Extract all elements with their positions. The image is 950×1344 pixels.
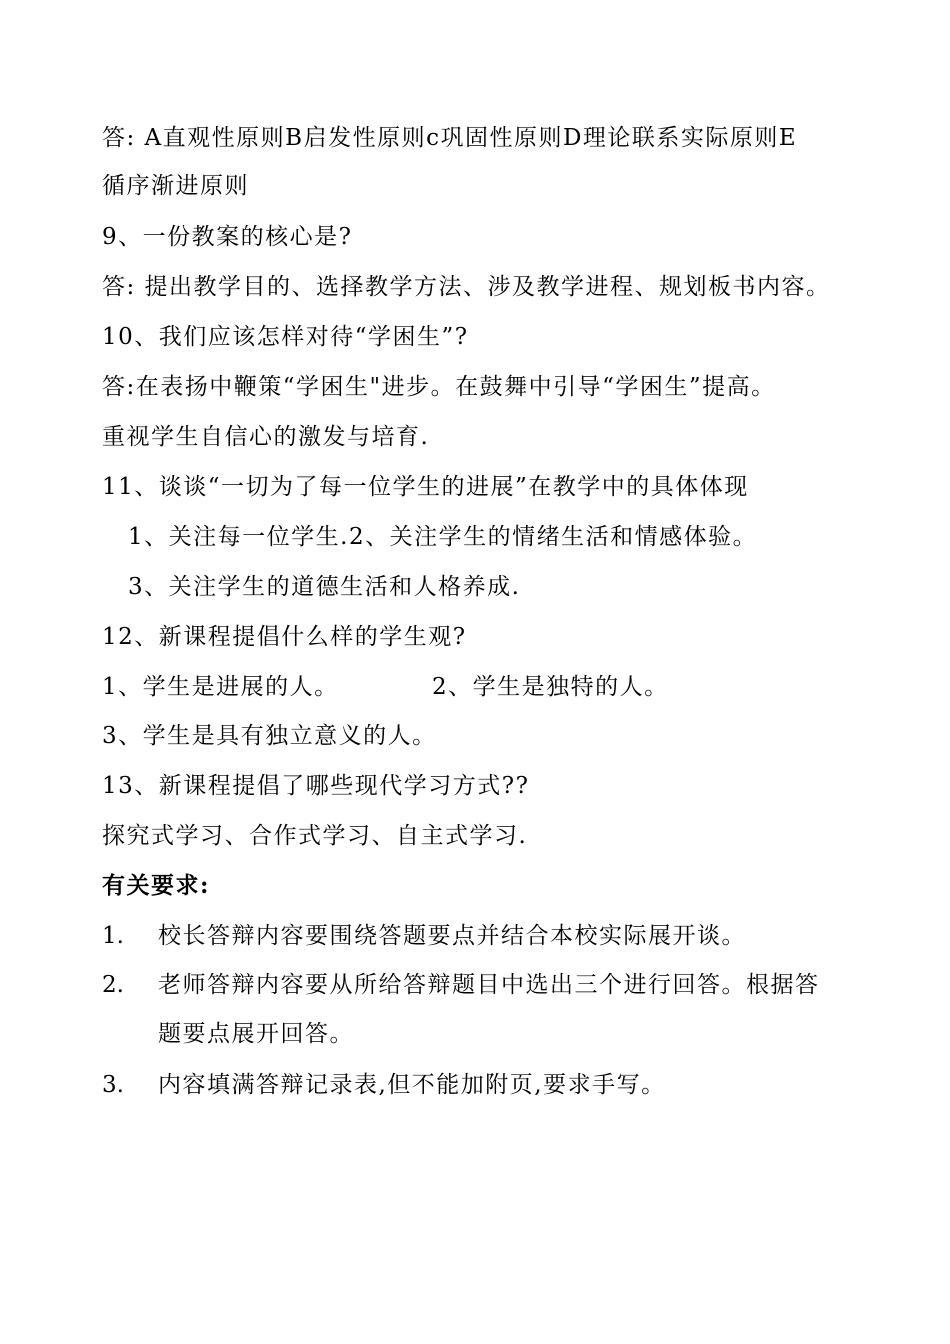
- answer-10-line-2: 重视学生自信心的激发与培育.: [102, 424, 430, 450]
- requirement-1-number: 1.: [102, 923, 124, 949]
- answer-8-line-2: 循序渐进原则: [102, 173, 249, 199]
- requirement-3-number: 3.: [102, 1072, 124, 1098]
- requirement-2-number: 2.: [102, 972, 124, 998]
- answer-12-item-2: 2、学生是独特的人。: [432, 674, 669, 700]
- requirement-2-text-line-2: 题要点展开回答。: [158, 1021, 354, 1047]
- answer-12-item-1: 1、学生是进展的人。: [102, 674, 339, 700]
- question-11: 11、谈谈“一切为了每一位学生的进展”在教学中的具体体现: [102, 474, 749, 500]
- answer-13: 探究式学习、合作式学习、自主式学习.: [102, 823, 528, 849]
- question-12: 12、新课程提倡什么样的学生观?: [102, 624, 467, 650]
- requirement-3-text: 内容填满答辩记录表,但不能加附页,要求手写。: [158, 1072, 666, 1098]
- answer-8-line-1: 答: A直观性原则B启发性原则c巩固性原则D理论联系实际原则E: [102, 125, 798, 151]
- answer-10-line-1: 答:在表扬中鞭策“学困生"进步。在鼓舞中引导“学困生”提高。: [102, 374, 776, 400]
- answer-12-item-3: 3、学生是具有独立意义的人。: [102, 723, 437, 749]
- requirement-2-text-line-1: 老师答辩内容要从所给答辩题目中选出三个进行回答。根据答: [158, 972, 820, 998]
- requirement-1-text: 校长答辩内容要围绕答题要点并结合本校实际展开谈。: [158, 923, 746, 949]
- requirements-heading: 有关要求:: [102, 872, 210, 899]
- answer-11-line-1: 1、关注每一位学生.2、关注学生的情绪生活和情感体验。: [128, 524, 758, 550]
- question-13: 13、新课程提倡了哪些现代学习方式??: [102, 773, 530, 799]
- answer-11-line-2: 3、关注学生的道德生活和人格养成.: [128, 574, 521, 600]
- answer-9: 答: 提出教学目的、选择教学方法、涉及教学进程、规划板书内容。: [102, 274, 831, 300]
- question-10: 10、我们应该怎样对待“学困生”?: [102, 324, 469, 350]
- question-9: 9、一份教案的核心是?: [102, 224, 353, 250]
